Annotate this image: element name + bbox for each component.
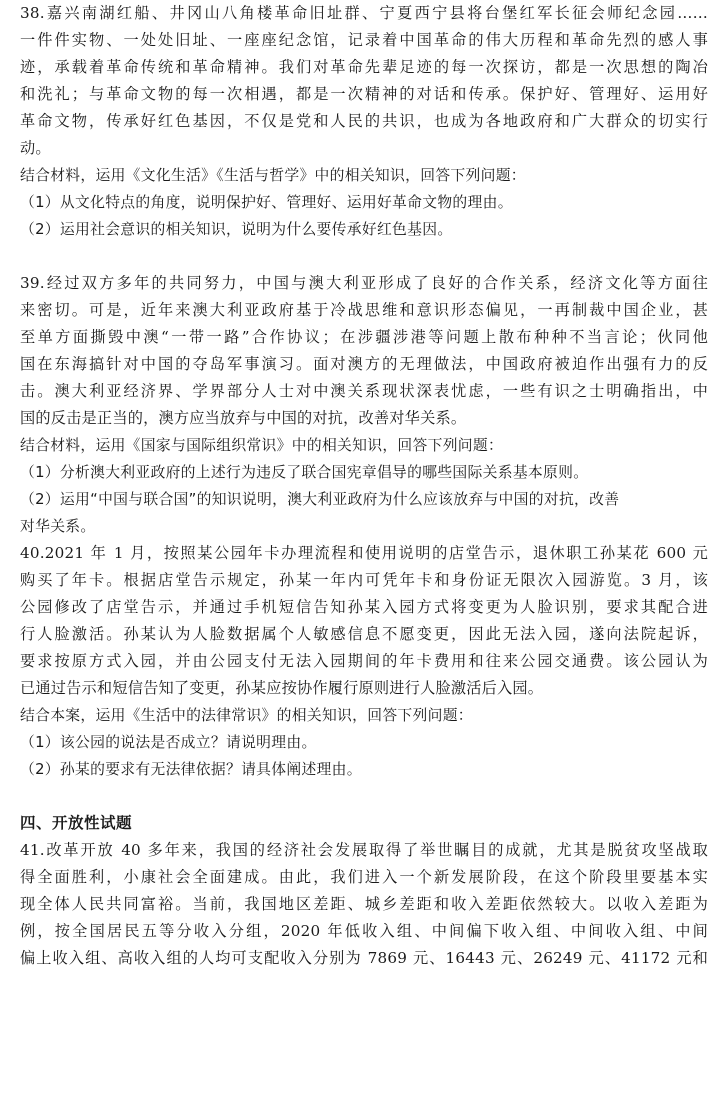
q39-subquestion-1: （1）分析澳大利亚政府的上述行为违反了联合国宪章倡导的哪些国际关系基本原则。: [20, 464, 589, 481]
question-38: [20, 0, 708, 243]
q40-line-1: 40.2021 年 1 月，按照某公园年卡办理流程和使用说明的店堂告示，退休职工孙某花 600 元: [20, 544, 708, 562]
q38-line-5: 革命文物，传承好红色基因，不仅是党和人民的共识，也成为各地政府和广大群众的切实行: [20, 112, 708, 130]
q40-subquestion-2: （2）孙某的要求有无法律依据？请具体阐述理由。: [20, 761, 362, 778]
q38-subquestion-2: （2）运用社会意识的相关知识，说明为什么要传承好红色基因。: [20, 221, 453, 238]
q38-line-3: 迹，承载着革命传统和革命精神。我们对革命先辈足迹的每一次探访，都是一次思想的陶冶: [20, 58, 708, 76]
q40-subquestion-1: （1）该公园的说法是否成立？请说明理由。: [20, 734, 317, 751]
q38-line-1: 38.嘉兴南湖红船、井冈山八角楼革命旧址群、宁夏西宁县将台堡红军长征会师纪念园……: [20, 4, 708, 22]
q40-line-6: 已通过告示和短信告知了变更，孙某应按协作履行原则进行人脸激活后入园。: [20, 679, 544, 697]
q38-line-2: 一件件实物、一处处旧址、一座座纪念馆，记录着中国革命的伟大历程和革命先烈的感人事: [20, 31, 708, 49]
q41-line-4: 例，按全国居民五等分收入分组，2020 年低收入组、中间偏下收入组、中间收入组、中间: [20, 922, 708, 940]
question-39: [20, 270, 708, 540]
q40-prompt: 结合本案，运用《生活中的法律常识》的相关知识，回答下列问题：: [20, 707, 473, 724]
q38-prompt: 结合材料，运用《文化生活》《生活与哲学》中的相关知识，回答下列问题：: [20, 167, 526, 184]
q39-line-6: 国的反击是正当的，澳方应当放弃与中国的对抗，改善对华关系。: [20, 409, 467, 427]
exam-page: [20, 0, 708, 972]
q39-prompt: 结合材料，运用《国家与国际组织常识》中的相关知识，回答下列问题：: [20, 437, 504, 454]
q38-subquestion-1: （1）从文化特点的角度，说明保护好、管理好、运用好革命文物的理由。: [20, 194, 513, 211]
q40-line-2: 购买了年卡。根据店堂告示规定，孙某一年内可凭年卡和身份证无限次入园游览。3 月，该: [20, 571, 708, 589]
q39-line-1: 39.经过双方多年的共同努力，中国与澳大利亚形成了良好的合作关系，经济文化等方面往: [20, 274, 708, 292]
q40-line-4: 行人脸激活。孙某认为人脸数据属个人敏感信息不愿变更，因此无法入园，遂向法院起诉，: [20, 625, 708, 643]
q39-line-4: 国在东海搞针对中国的夺岛军事演习。面对澳方的无理做法，中国政府被迫作出强有力的反: [20, 355, 708, 373]
q39-line-5: 击。澳大利亚经济界、学界部分人士对中澳关系现状深表忧虑，一些有识之士明确指出，中: [20, 382, 708, 400]
question-40: [20, 540, 708, 783]
spacer: [20, 243, 708, 270]
q40-line-5: 要求按原方式入园，并由公园支付无法入园期间的年卡费用和往来公园交通费。该公园认为: [20, 652, 708, 670]
q38-line-4: 和洗礼；与革命文物的每一次相遇，都是一次精神的对话和传承。保护好、管理好、运用好: [20, 85, 708, 103]
q41-line-2: 得全面胜利，小康社会全面建成。由此，我们进入一个新发展阶段，在这个阶段里要基本实: [20, 868, 708, 886]
q41-line-5: 偏上收入组、高收入组的人均可支配收入分别为 7869 元、16443 元、26249 元、41172 元和: [20, 949, 708, 967]
q38-line-6: 动。: [20, 139, 51, 157]
q40-line-3: 公园修改了店堂告示，并通过手机短信告知孙某入园方式将变更为人脸识别，要求其配合进: [20, 598, 708, 616]
q41-line-1: 41.改革开放 40 多年来，我国的经济社会发展取得了举世瞩目的成就，尤其是脱贫攻坚战取: [20, 841, 708, 859]
q39-line-3: 至单方面撕毁中澳“一带一路”合作协议；在涉疆涉港等问题上散布种种不当言论；伙同他: [20, 328, 708, 346]
section-heading: 四、开放性试题: [20, 814, 133, 832]
question-41: [20, 837, 708, 972]
q39-subquestion-2-line-1: （2）运用“中国与联合国”的知识说明，澳大利亚政府为什么应该放弃与中国的对抗，改善: [20, 491, 620, 508]
spacer: [20, 783, 708, 810]
q39-subquestion-2-line-2: 对华关系。: [20, 518, 96, 535]
q41-line-3: 现全体人民共同富裕。当前，我国地区差距、城乡差距和收入差距依然较大。以收入差距为: [20, 895, 708, 913]
q39-line-2: 来密切。可是，近年来澳大利亚政府基于冷战思维和意识形态偏见，一再制裁中国企业，甚: [20, 301, 708, 319]
